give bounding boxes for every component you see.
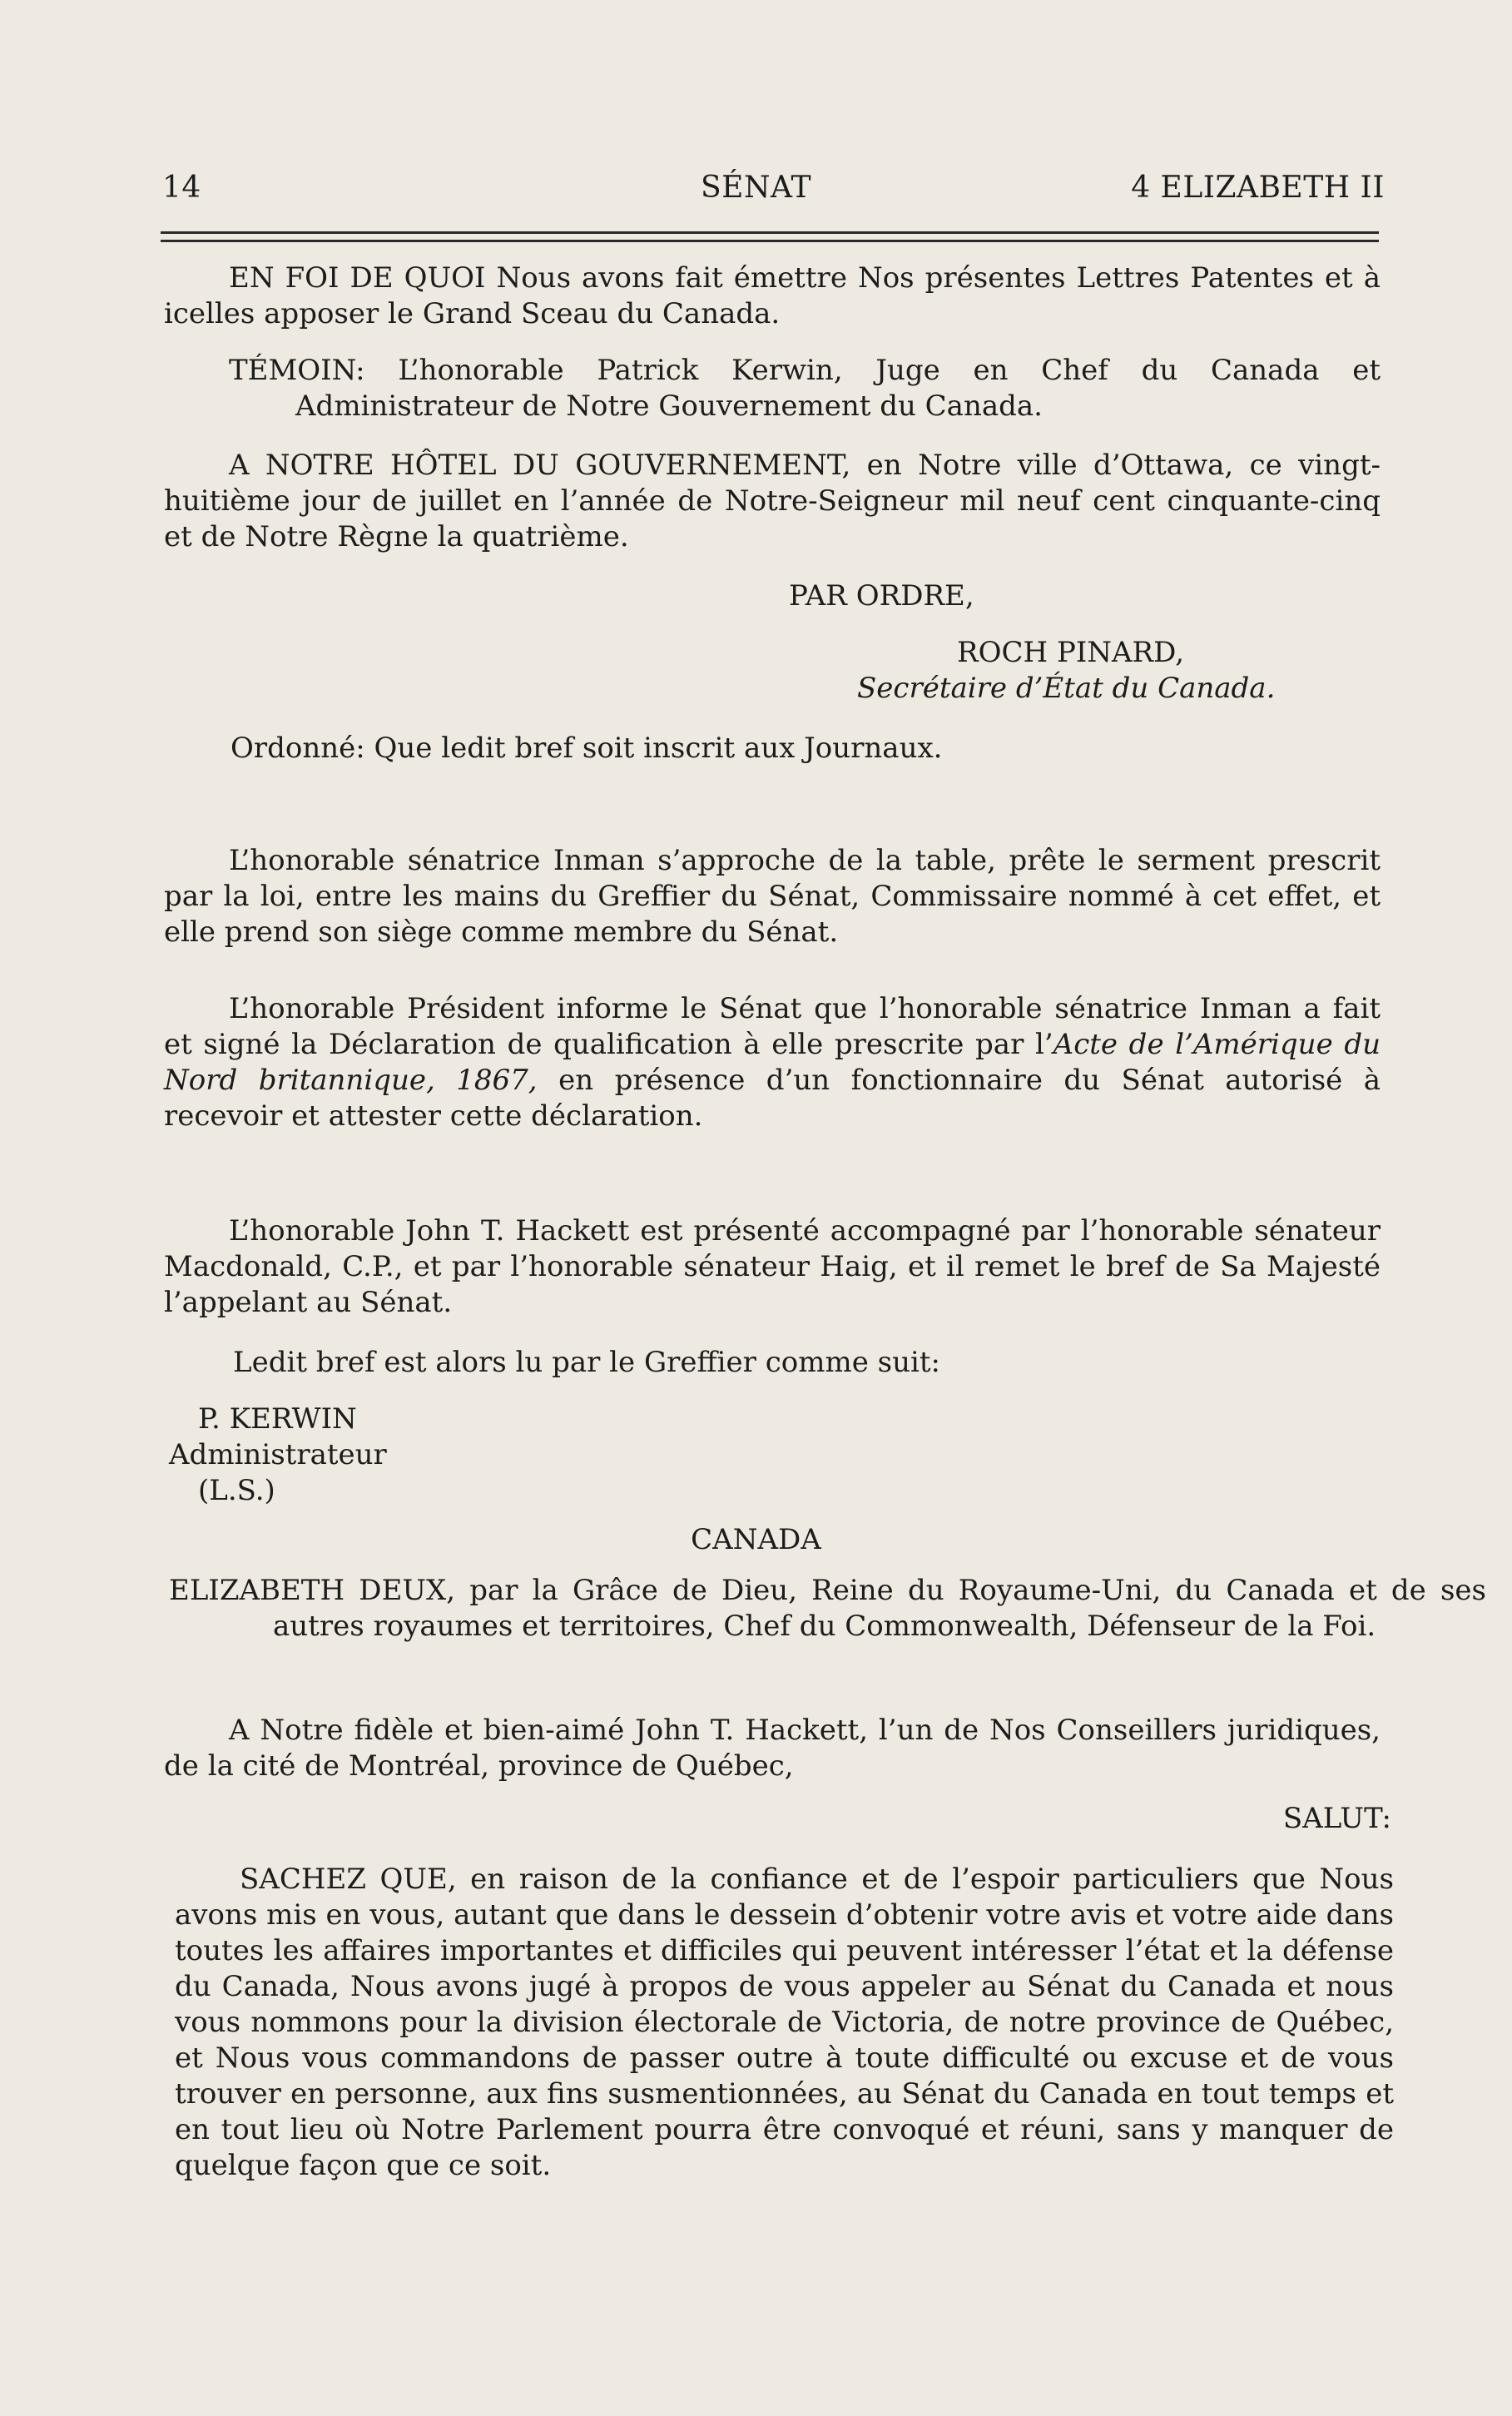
header-rule-bottom [161, 240, 1379, 242]
canada-heading: CANADA [691, 1523, 821, 1556]
page-number: 14 [162, 171, 201, 205]
par-ordre: PAR ORDRE, [789, 579, 974, 613]
regnal-year: 4 ELIZABETH II [1131, 171, 1385, 205]
paragraph-temoin [164, 353, 1381, 424]
paragraph-inman-oath: L’honorable sénatrice Inman s’approche de la table, prête le serment prescrit par la loi, entre les mains du Greffier du Sénat, Commissaire nommé à cet effet, et elle prend son siège comme membre du Sénat. [164, 844, 1381, 949]
running-title: SÉNAT [701, 171, 811, 205]
temoin-text: TÉMOIN: L’honorable Patrick Kerwin, Juge en Chef du Canada et Administrateur de Notre Gouvernement du Canada. [229, 354, 1381, 423]
act-title: Acte de l’Amérique du Nord britannique, 1867, [164, 1028, 1381, 1097]
paragraph-inman-declaration [164, 991, 1381, 1134]
ledit-bref-line: Ledit bref est alors lu par le Greffier comme suit: [233, 1346, 940, 1379]
administrator-title: Administrateur [169, 1438, 387, 1471]
paragraph-sachez: SACHEZ QUE, en raison de la confiance et de l’espoir particuliers que Nous avons mis en vous, autant que dans le dessein d’obtenir votre avis et votre aide dans toutes les affaires importantes et difficiles qui peuvent intéresser l’état et la défense du Canada, Nous avons jugé à propos de vous appeler au Sénat du Canada et nous vous nommons pour la division électorale de Victoria, de notre province de Québec, et Nous vous commandons de passer outre à toute difficulté ou excuse et de vous trouver en personne, aux fins susmentionnées, au Sénat du Canada en tout temps et en tout lieu où Notre Parlement pourra être convoqué et réuni, sans y manquer de quelque façon que ce soit. [175, 1863, 1394, 2182]
signatory-title: Secrétaire d’État du Canada. [857, 672, 1276, 705]
declaration-text-before: L’honorable Président informe le Sénat que l’honorable sénatrice Inman a fait et signé la Déclaration de qualification à elle prescrite par l’ [164, 992, 1381, 1061]
paragraph-hotel: A NOTRE HÔTEL DU GOUVERNEMENT, en Notre ville d’Ottawa, ce vingt-huitième jour de juillet en l’année de Notre-Seigneur mil neuf cent cinquante-cinq et de Notre Règne la quatrième. [164, 449, 1381, 553]
paragraph-elizabeth: ELIZABETH DEUX, par la Grâce de Dieu, Reine du Royaume-Uni, du Canada et de ses autres royaumes et territoires, Chef du Commonwealth, Défenseur de la Foi. [169, 1574, 1486, 1643]
header-rule-top [161, 231, 1379, 234]
paragraph-hackett: L’honorable John T. Hackett est présenté accompagné par l’honorable sénateur Macdonald, C.P., et par l’honorable sénateur Haig, et il remet le bref de Sa Majesté l’appelant au Sénat. [164, 1214, 1381, 1319]
salut-line: SALUT: [1282, 1802, 1391, 1835]
seal-mark: (L.S.) [198, 1474, 275, 1507]
declaration-text-after: en présence d’un fonctionnaire du Sénat autorisé à recevoir et attester cette déclaration. [164, 1064, 1381, 1133]
signatory-name: ROCH PINARD, [957, 636, 1185, 669]
paragraph-en-foi: EN FOI DE QUOI Nous avons fait émettre Nos présentes Lettres Patentes et à icelles apposer le Grand Sceau du Canada. [164, 261, 1381, 330]
administrator-name: P. KERWIN [198, 1402, 357, 1436]
paragraph-fidele: A Notre fidèle et bien-aimé John T. Hackett, l’un de Nos Conseillers juridiques, de la cité de Montréal, province de Québec, [164, 1714, 1381, 1783]
ordonne-line: Ordonné: Que ledit bref soit inscrit aux Journaux. [231, 732, 943, 765]
